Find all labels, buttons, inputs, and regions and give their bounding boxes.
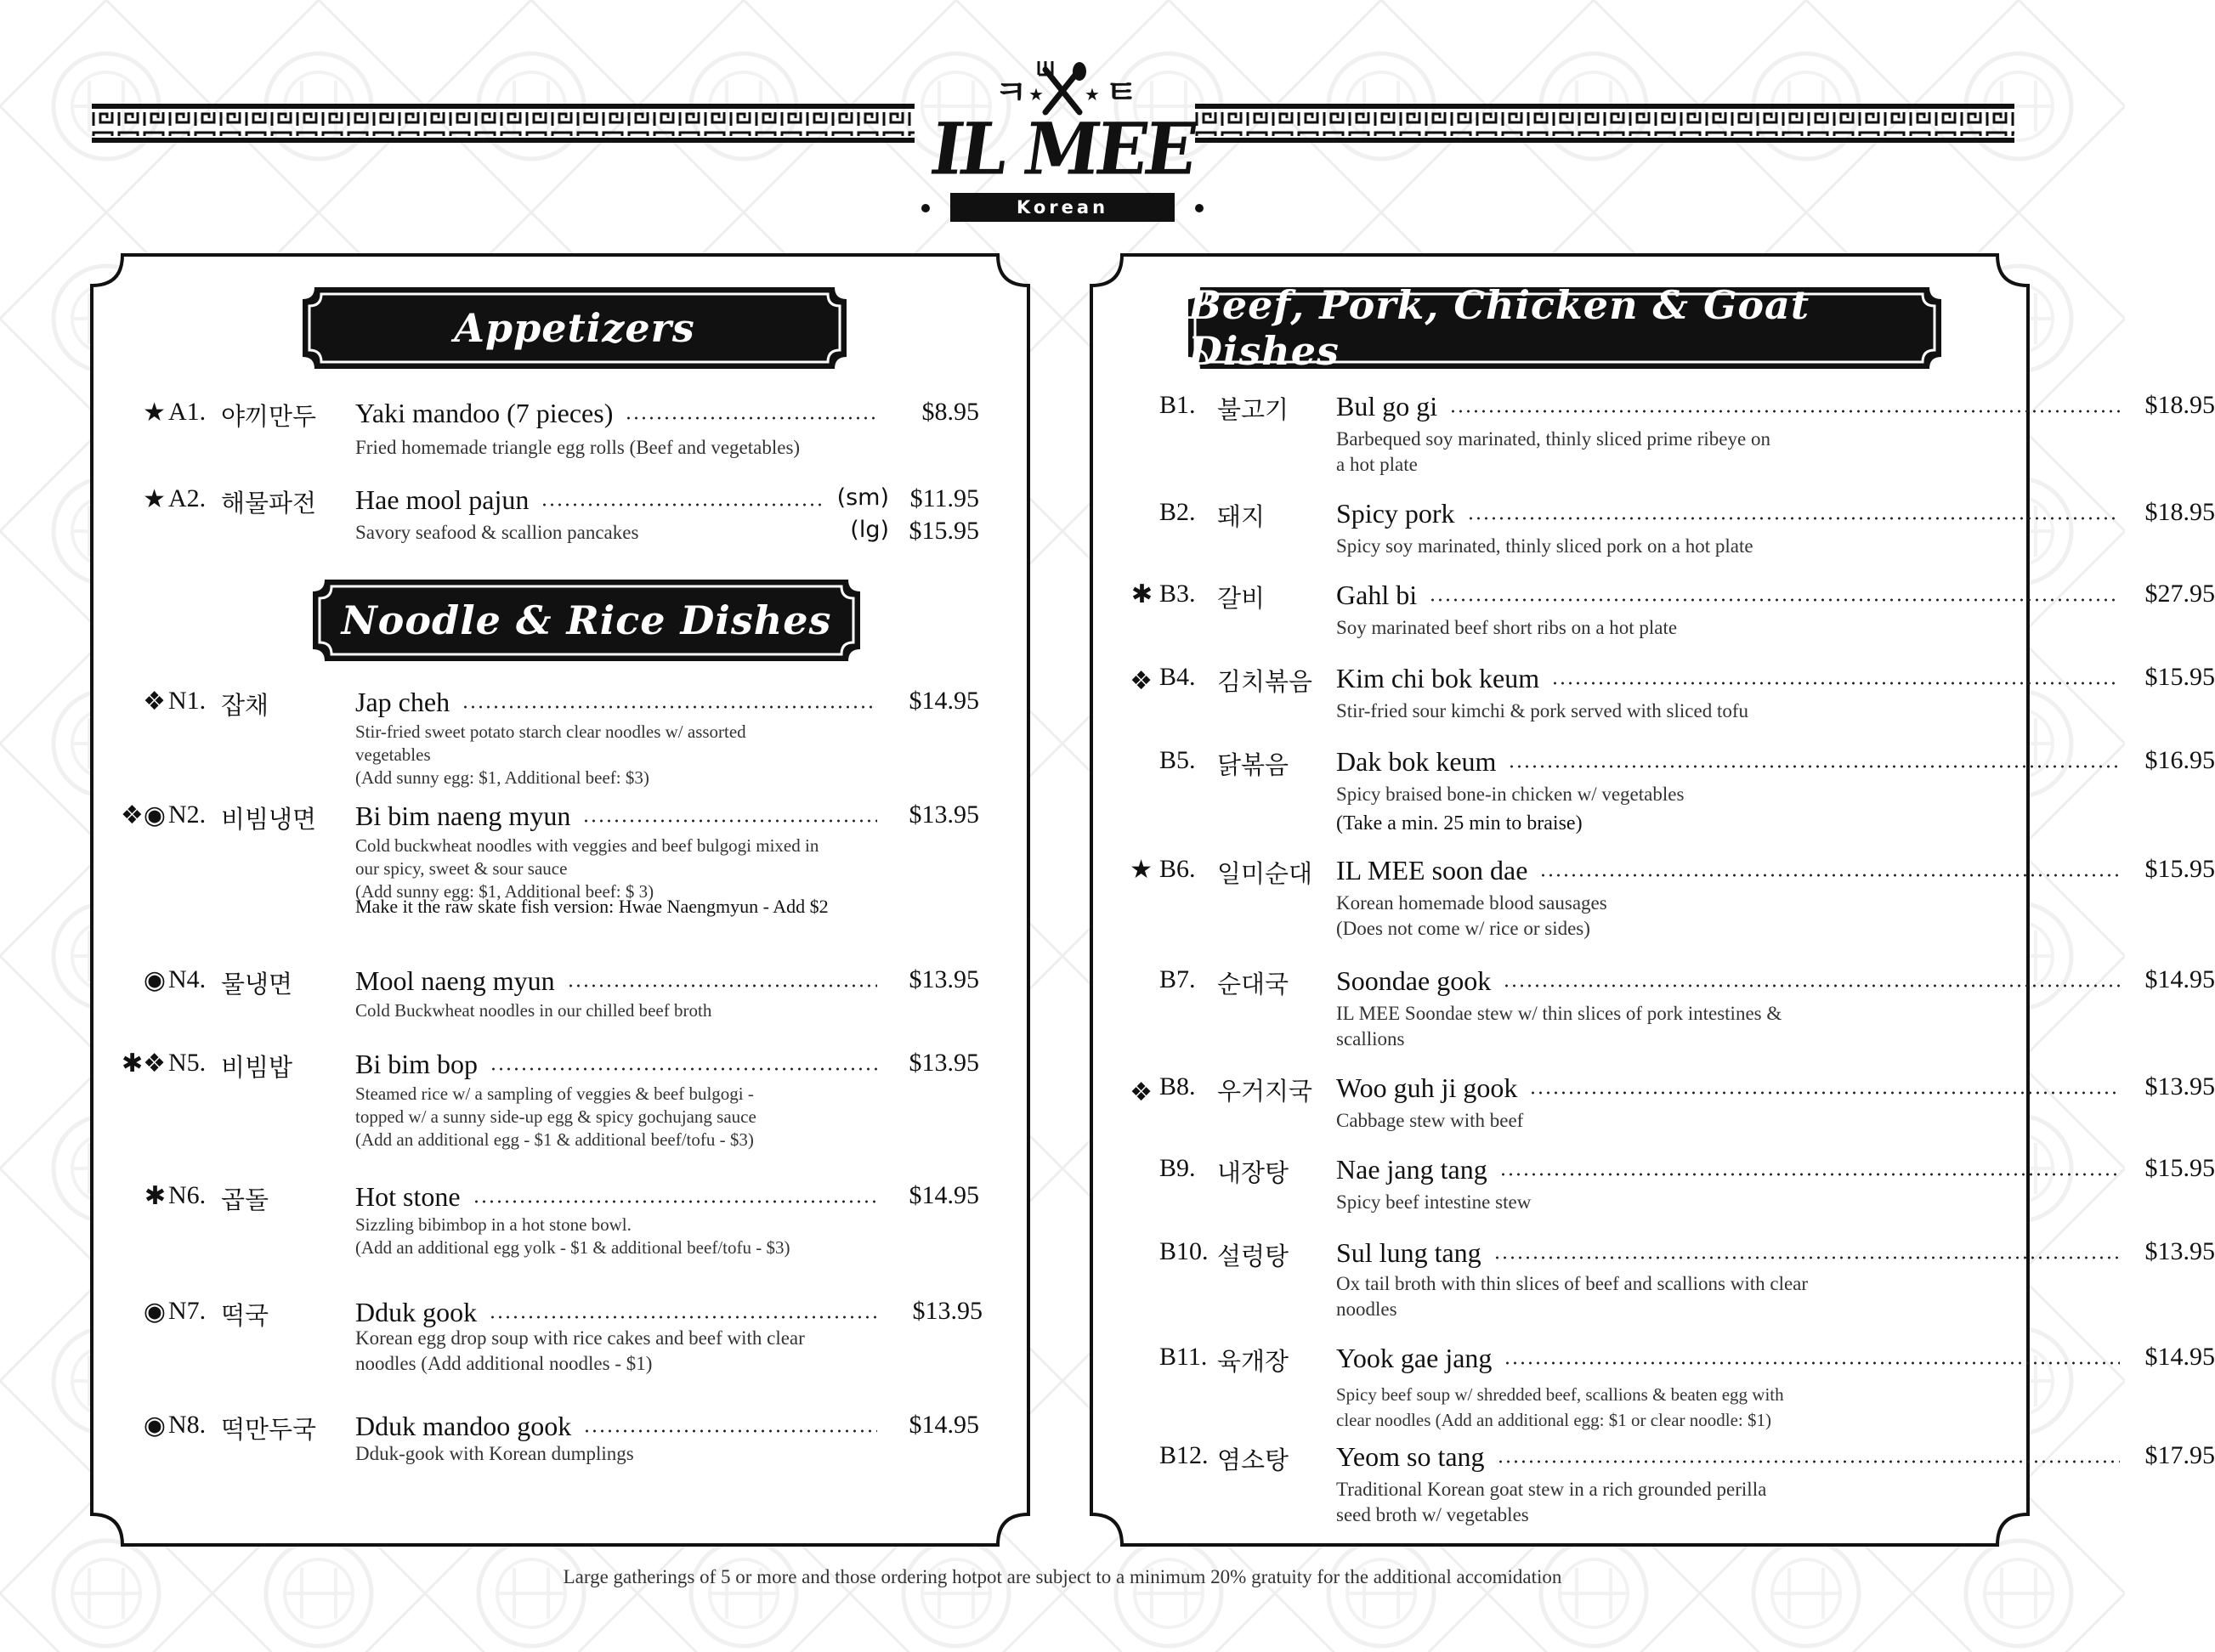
item-name: Bi bim naeng myun bbox=[355, 801, 889, 832]
item-description: Soy marinated beef short ribs on a hot plate bbox=[1336, 617, 1678, 638]
svg-text:ㅌ: ㅌ bbox=[1105, 73, 1138, 112]
item-price: $18.95 bbox=[2144, 498, 2215, 526]
restaurant-logo bbox=[884, 51, 1241, 246]
item-name: Yaki mandoo (7 pieces) bbox=[355, 398, 889, 429]
item-description: Korean egg drop soup with rice cakes and beef with clear noodles (Add additional noodles - $1) bbox=[355, 1327, 805, 1374]
item-description: Spicy beef intestine stew bbox=[1336, 1191, 1532, 1213]
item-price: $14.95 bbox=[909, 687, 979, 715]
dotted-leader bbox=[462, 704, 877, 710]
menu-item-b10 bbox=[1088, 1237, 2215, 1331]
item-name: Hot stone bbox=[355, 1181, 889, 1213]
star-icon: ★ bbox=[143, 484, 166, 514]
menu-item-n5 bbox=[0, 1049, 1020, 1151]
dotted-leader bbox=[1467, 516, 2120, 521]
item-code: B12. bbox=[1159, 1441, 1209, 1469]
dotted-leader bbox=[541, 502, 826, 507]
circle-dot-icon: ◉ bbox=[143, 965, 166, 995]
size-small-label: (sm) bbox=[836, 484, 889, 511]
circle-dot-icon: ◉ bbox=[143, 1411, 166, 1440]
menu-item-b12 bbox=[1088, 1441, 2215, 1535]
item-name: IL MEE soon dae bbox=[1336, 855, 2132, 886]
svg-text:★: ★ bbox=[1028, 84, 1044, 105]
item-name: Sul lung tang bbox=[1336, 1237, 2132, 1269]
item-description: Cold Buckwheat noodles in our chilled beef broth bbox=[355, 1000, 712, 1021]
item-code: B8. bbox=[1159, 1072, 1196, 1100]
dotted-leader bbox=[1503, 983, 2120, 988]
dotted-leader bbox=[490, 1066, 877, 1072]
circle-dot-icon: ◉ bbox=[143, 1297, 166, 1327]
item-korean-name: 비빔밥 bbox=[221, 1053, 293, 1082]
item-price: $14.95 bbox=[909, 1181, 979, 1209]
item-code: N8. bbox=[168, 1411, 207, 1439]
item-note: Make it the raw skate fish version: Hwae Naengmyun - Add $2 bbox=[355, 896, 829, 917]
item-description: Steamed rice w/ a sampling of veggies & beef bulgogi - topped w/ a sunny side-up egg & spicy gochujang sauce (Add an additional egg - $1 & additional beef/tofu - $3) bbox=[355, 1083, 756, 1150]
size-large-label: (lg) bbox=[850, 517, 889, 543]
item-code: B9. bbox=[1159, 1154, 1196, 1182]
item-korean-name: 김치볶음 bbox=[1217, 667, 1313, 696]
item-code: B10. bbox=[1159, 1237, 1209, 1265]
item-korean-name: 해물파전 bbox=[221, 489, 317, 518]
item-korean-name: 떡만두국 bbox=[221, 1415, 317, 1444]
item-korean-name: 야끼만두 bbox=[221, 402, 317, 431]
item-name: Dduk gook bbox=[355, 1297, 889, 1328]
item-korean-name: 설렁탕 bbox=[1217, 1242, 1289, 1270]
item-description: Cabbage stew with beef bbox=[1336, 1110, 1524, 1131]
decor-dot bbox=[921, 204, 930, 212]
item-code: N6. bbox=[168, 1181, 207, 1209]
menu-item-b5 bbox=[1088, 746, 2215, 840]
menu-item-b8 bbox=[1088, 1072, 2215, 1140]
item-description: IL MEE Soondae stew w/ thin slices of pork intestines & scallions bbox=[1336, 1003, 1782, 1049]
item-code: B7. bbox=[1159, 965, 1196, 993]
item-name: Dak bok keum bbox=[1336, 746, 2132, 778]
menu-item-b3 bbox=[1088, 580, 2215, 648]
menu-item-n2 bbox=[0, 801, 1020, 928]
dotted-leader bbox=[1504, 1361, 2120, 1366]
menu-item-n1 bbox=[0, 687, 1020, 789]
item-code: A1. bbox=[168, 398, 207, 426]
item-price: $13.95 bbox=[909, 965, 979, 993]
item-code: B1. bbox=[1159, 391, 1196, 419]
item-description: Ox tail broth with thin slices of beef and scallions with clear noodles bbox=[1336, 1273, 1809, 1320]
item-price: $14.95 bbox=[2144, 1343, 2215, 1371]
item-description: Dduk-gook with Korean dumplings bbox=[355, 1443, 634, 1464]
item-price: $11.95 bbox=[909, 484, 979, 512]
item-code: A2. bbox=[168, 484, 207, 512]
dotted-leader bbox=[625, 416, 877, 421]
dotted-leader bbox=[582, 818, 877, 823]
item-korean-name: 곱돌 bbox=[221, 1185, 269, 1214]
asterisk-icon: ✱ bbox=[144, 1181, 166, 1211]
greek-key-border-left bbox=[92, 104, 915, 143]
item-price: $14.95 bbox=[2144, 965, 2215, 993]
item-korean-name: 불고기 bbox=[1217, 395, 1289, 424]
item-price: $13.95 bbox=[909, 1049, 979, 1077]
item-korean-name: 닭볶음 bbox=[1217, 750, 1289, 779]
dotted-leader bbox=[473, 1199, 877, 1204]
item-korean-name: 비빔냉면 bbox=[221, 805, 317, 834]
dotted-leader bbox=[1429, 597, 2120, 603]
item-code: N5. bbox=[168, 1049, 207, 1077]
menu-item-b4 bbox=[1088, 663, 2215, 731]
item-code: N4. bbox=[168, 965, 207, 993]
decor-dot bbox=[1195, 204, 1204, 212]
item-korean-name: 육개장 bbox=[1217, 1347, 1289, 1376]
item-name: Hae mool pajun bbox=[355, 484, 838, 516]
appetizers-title: Appetizers bbox=[454, 305, 695, 351]
item-name: Yeom so tang bbox=[1336, 1441, 2132, 1473]
item-description: Korean homemade blood sausages (Does not come w/ rice or sides) bbox=[1336, 892, 1607, 939]
item-code: B3. bbox=[1159, 580, 1196, 608]
item-code: B6. bbox=[1159, 855, 1196, 883]
svg-text:ㅋ: ㅋ bbox=[994, 73, 1028, 112]
svg-text:★: ★ bbox=[1085, 84, 1100, 105]
item-name: Kim chi bok keum bbox=[1336, 663, 2132, 694]
item-code: B5. bbox=[1159, 746, 1196, 774]
item-description: Stir-fried sour kimchi & pork served with sliced tofu bbox=[1336, 700, 1748, 721]
item-price: $13.95 bbox=[2144, 1237, 2215, 1265]
item-name: Spicy pork bbox=[1336, 498, 2132, 529]
item-description: Savory seafood & scallion pancakes bbox=[355, 522, 639, 543]
item-price: $13.95 bbox=[912, 1297, 983, 1325]
item-description: Spicy beef soup w/ shredded beef, scallions & beaten egg with clear noodles (Add an additional egg: $1 or clear noodle: $1) bbox=[1336, 1384, 1784, 1430]
dotted-leader bbox=[583, 1429, 877, 1434]
meats-banner bbox=[1188, 282, 1941, 374]
item-price: $8.95 bbox=[921, 398, 979, 426]
item-code: N1. bbox=[168, 687, 207, 715]
item-name: Soondae gook bbox=[1336, 965, 2132, 997]
noodles-banner bbox=[313, 580, 860, 661]
item-price: $15.95 bbox=[2144, 855, 2215, 883]
menu-item-b9 bbox=[1088, 1154, 2215, 1222]
dotted-leader bbox=[1529, 1090, 2120, 1095]
item-korean-name: 염소탕 bbox=[1217, 1446, 1289, 1474]
item-korean-name: 갈비 bbox=[1217, 584, 1266, 613]
item-price: $18.95 bbox=[2144, 391, 2215, 419]
dotted-leader bbox=[567, 983, 877, 988]
item-korean-name: 순대국 bbox=[1217, 970, 1289, 999]
item-name: Mool naeng myun bbox=[355, 965, 889, 997]
item-korean-name: 일미순대 bbox=[1217, 859, 1313, 888]
asterisk-diamond-icon: ✱❖ bbox=[121, 1049, 166, 1078]
menu-item-a2 bbox=[0, 484, 1020, 552]
item-korean-name: 돼지 bbox=[1217, 502, 1266, 531]
diamond-icon: ❖ bbox=[1130, 1078, 1153, 1107]
item-korean-name: 내장탕 bbox=[1217, 1158, 1289, 1187]
dotted-leader bbox=[1497, 1459, 2120, 1464]
menu-item-n8 bbox=[0, 1411, 1020, 1470]
item-name: Woo guh ji gook bbox=[1336, 1072, 2132, 1104]
item-description: Cold buckwheat noodles with veggies and beef bulgogi mixed in our spicy, sweet & sour sauce (Add sunny egg: $1, Additional beef: $ 3) bbox=[355, 835, 819, 902]
item-price: $17.95 bbox=[2144, 1441, 2215, 1469]
asterisk-icon: ✱ bbox=[1130, 580, 1153, 609]
item-description: Traditional Korean goat stew in a rich grounded perilla seed broth w/ vegetables bbox=[1336, 1479, 1767, 1525]
item-korean-name: 우거지국 bbox=[1217, 1077, 1313, 1106]
menu-item-n4 bbox=[0, 965, 1020, 1025]
dotted-leader bbox=[1551, 681, 2120, 686]
item-korean-name: 잡채 bbox=[221, 691, 269, 720]
menu-item-a1 bbox=[0, 398, 1020, 466]
menu-item-b11 bbox=[1088, 1343, 2215, 1436]
item-description: Stir-fried sweet potato starch clear noodles w/ assorted vegetables (Add sunny egg: $1, Additional beef: $3) bbox=[355, 721, 746, 788]
menu-item-b2 bbox=[1088, 498, 2215, 566]
star-icon: ★ bbox=[1130, 855, 1153, 885]
item-description: Spicy braised bone-in chicken w/ vegetables bbox=[1336, 784, 1685, 805]
item-name: Dduk mandoo gook bbox=[355, 1411, 889, 1442]
item-name: Yook gae jang bbox=[1336, 1343, 2132, 1374]
brand-subtitle: Korean Restaurant bbox=[950, 193, 1175, 222]
item-note: (Take a min. 25 min to braise) bbox=[1336, 812, 1583, 834]
item-code: B11. bbox=[1159, 1343, 1208, 1371]
item-name: Gahl bi bbox=[1336, 580, 2132, 611]
diamond-icon: ❖ bbox=[1130, 666, 1153, 696]
diamond-icon: ❖ bbox=[143, 687, 166, 716]
item-name: Bul go gi bbox=[1336, 391, 2132, 422]
item-price: $16.95 bbox=[2144, 746, 2215, 774]
item-code: B2. bbox=[1159, 498, 1196, 526]
item-korean-name: 물냉면 bbox=[221, 970, 293, 999]
item-name: Bi bim bop bbox=[355, 1049, 889, 1080]
item-description: Fried homemade triangle egg rolls (Beef and vegetables) bbox=[355, 437, 801, 458]
meats-title: Beef, Pork, Chicken & Goat Dishes bbox=[1188, 282, 1810, 374]
dotted-leader bbox=[1539, 873, 2120, 878]
gratuity-notice: Large gatherings of 5 or more and those ordering hotpot are subject to a minimum 20% gratuity for the additional accomidation bbox=[563, 1566, 1562, 1587]
item-price: $15.95 bbox=[2144, 663, 2215, 691]
menu-item-n6 bbox=[0, 1181, 1020, 1258]
brand-name: IL MEE bbox=[926, 106, 1199, 191]
item-price: $15.95 bbox=[2144, 1154, 2215, 1182]
appetizers-banner bbox=[303, 287, 847, 369]
menu-item-b6 bbox=[1088, 855, 2215, 948]
item-price: $13.95 bbox=[2144, 1072, 2215, 1100]
star-icon: ★ bbox=[143, 398, 166, 427]
greek-key-border-right bbox=[1195, 104, 2014, 143]
noodles-title: Noodle & Rice Dishes bbox=[341, 597, 832, 643]
item-description: Sizzling bibimbop in a hot stone bowl. (Add an additional egg yolk - $1 & additional beef/tofu - $3) bbox=[355, 1214, 790, 1258]
menu-item-n7 bbox=[0, 1297, 1020, 1373]
item-code: N7. bbox=[168, 1297, 207, 1325]
dotted-leader bbox=[489, 1315, 877, 1320]
item-price: $27.95 bbox=[2144, 580, 2215, 608]
menu-item-b1 bbox=[1088, 391, 2215, 484]
item-korean-name: 떡국 bbox=[221, 1301, 269, 1330]
item-description: Barbequed soy marinated, thinly sliced prime ribeye on a hot plate bbox=[1336, 428, 1770, 475]
dotted-leader bbox=[1499, 1172, 2120, 1177]
dotted-leader bbox=[1493, 1255, 2120, 1260]
item-price-large: $15.95 bbox=[909, 517, 979, 545]
dotted-leader bbox=[1449, 409, 2120, 414]
item-name: Jap cheh bbox=[355, 687, 889, 718]
item-name: Nae jang tang bbox=[1336, 1154, 2132, 1185]
item-code: B4. bbox=[1159, 663, 1196, 691]
item-description: Spicy soy marinated, thinly sliced pork on a hot plate bbox=[1336, 535, 1753, 557]
diamond-circle-icon: ❖◉ bbox=[120, 801, 166, 830]
item-price: $14.95 bbox=[909, 1411, 979, 1439]
dotted-leader bbox=[1508, 764, 2120, 769]
item-price: $13.95 bbox=[909, 801, 979, 829]
menu-item-b7 bbox=[1088, 965, 2215, 1059]
item-code: N2. bbox=[168, 801, 207, 829]
